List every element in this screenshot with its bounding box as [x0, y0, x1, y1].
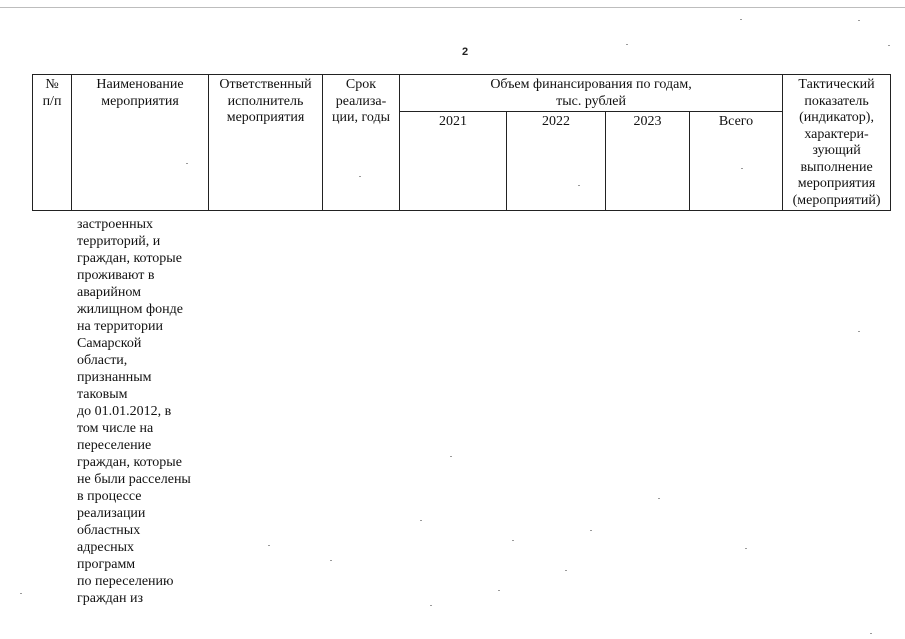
scan-speck: [858, 331, 860, 332]
header-indicator: Тактический показатель (индикатор), характери- зующий выполнение мероприятия (мероприятий): [783, 75, 891, 211]
scan-speck: [359, 176, 361, 177]
scan-speck: [498, 590, 500, 591]
scan-speck: [888, 45, 890, 46]
measure-name-continuation: застроенных территорий, и граждан, которые проживают в аварийном жилищном фонде на территории Самарской области, признанным таковым до 01.01.2012, в том числе на переселение граждан, которые не были расселены в процессе реализации областных адресных программ по переселению граждан из: [77, 217, 191, 606]
scan-speck: [512, 540, 514, 541]
header-total: Всего: [690, 112, 783, 211]
scan-speck: [740, 19, 742, 20]
scan-speck: [741, 168, 743, 169]
header-year-2023: 2023: [606, 112, 690, 211]
scan-speck: [268, 545, 270, 546]
scan-speck: [186, 163, 188, 164]
scan-speck: [626, 44, 628, 45]
header-year-2021: 2021: [400, 112, 507, 211]
scan-speck: [20, 593, 22, 594]
scan-speck: [330, 560, 332, 561]
header-financing: Объем финансирования по годам, тыс. рублей: [400, 75, 783, 112]
scan-speck: [420, 520, 422, 521]
scan-speck: [858, 20, 860, 21]
measures-table: [32, 74, 891, 211]
scan-speck: [658, 498, 660, 499]
scan-speck: [578, 185, 580, 186]
scan-speck: [590, 530, 592, 531]
header-responsible: Ответственный исполнитель мероприятия: [209, 75, 323, 211]
scan-speck: [745, 548, 747, 549]
top-border-line: [0, 7, 905, 8]
scan-speck: [450, 456, 452, 457]
header-number: № п/п: [33, 75, 72, 211]
scan-speck: [565, 570, 567, 571]
header-term: Срок реализа- ции, годы: [323, 75, 400, 211]
header-year-2022: 2022: [507, 112, 606, 211]
page-number: 2: [461, 46, 469, 58]
scan-speck: [870, 633, 872, 634]
header-measure-name: Наименование мероприятия: [72, 75, 209, 211]
scan-speck: [430, 605, 432, 606]
